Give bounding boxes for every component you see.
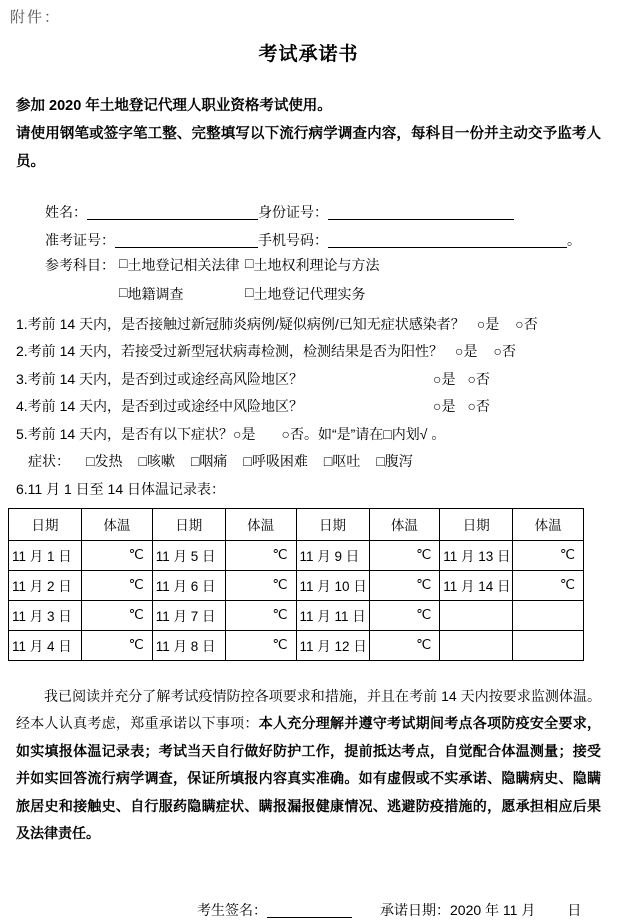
question-4-no-option[interactable]: ○否 xyxy=(467,398,490,415)
checkbox-icon: □ xyxy=(119,254,128,271)
temperature-input-cell[interactable]: ℃ xyxy=(82,570,153,600)
question-5-yes-option[interactable]: ○是 xyxy=(233,425,256,442)
date-cell: 11 月 1 日 xyxy=(9,540,82,570)
question-5-text: 5.考前 14 天内，是否有以下症状？ xyxy=(16,425,234,442)
question-6-text: 6.11 月 1 日至 14 日体温记录表： xyxy=(16,480,226,497)
symptom-checkbox-breathing-difficulty[interactable]: □呼吸困难 xyxy=(243,453,308,470)
table-header-temp: 体温 xyxy=(225,508,296,540)
symptom-checkbox-diarrhea[interactable]: □腹泻 xyxy=(376,453,413,470)
date-cell: 11 月 9 日 xyxy=(296,540,369,570)
temperature-input-cell[interactable]: ℃ xyxy=(513,570,584,600)
subjects-label: 参考科目： xyxy=(45,256,115,273)
candidate-signature-label: 考生签名： xyxy=(197,901,267,918)
date-cell: 11 月 3 日 xyxy=(9,600,82,630)
phone-period: 。 xyxy=(567,232,581,248)
page-title: 考试承诺书 xyxy=(258,44,359,65)
temperature-input-cell[interactable]: ℃ xyxy=(82,600,153,630)
admission-ticket-label: 准考证号： xyxy=(45,232,115,248)
admission-ticket-input-line[interactable] xyxy=(115,232,258,248)
name-label: 姓名： xyxy=(45,204,87,220)
date-cell: 11 月 2 日 xyxy=(9,570,82,600)
date-cell: 11 月 4 日 xyxy=(9,630,82,660)
empty-cell xyxy=(513,630,584,660)
question-4 xyxy=(16,393,601,421)
table-row xyxy=(9,600,584,630)
question-5 xyxy=(16,420,601,448)
question-5-suffix: 。如“是”请在□内划√ 。 xyxy=(303,425,446,442)
question-1-yes-option[interactable]: ○是 xyxy=(476,315,500,332)
question-3-yes-option[interactable]: ○是 xyxy=(433,370,456,387)
subjects-row-2 xyxy=(45,279,601,308)
question-3 xyxy=(16,365,601,393)
name-id-row xyxy=(45,194,601,222)
candidate-info-form xyxy=(45,194,601,308)
table-row xyxy=(9,540,584,570)
subject-option-agency-practice[interactable] xyxy=(245,284,365,304)
empty-cell xyxy=(513,600,584,630)
attachment-label: 附件： xyxy=(10,9,62,26)
checkbox-icon: □ xyxy=(245,254,254,271)
temperature-input-cell[interactable]: ℃ xyxy=(513,540,584,570)
declaration-normal-text: 我已阅读并充分了解考试疫情防控各项要求和措施，并且在考前 14 天内按要求监测体温。经本人认真考虑，郑重承诺以下事项： xyxy=(16,687,601,731)
phone-field-group xyxy=(258,230,581,250)
table-header-temp: 体温 xyxy=(82,508,153,540)
epidemiological-questions xyxy=(16,310,601,503)
date-cell: 11 月 6 日 xyxy=(152,570,225,600)
symptom-checkbox-cough[interactable]: □咳嗽 xyxy=(138,453,175,470)
temperature-input-cell[interactable]: ℃ xyxy=(82,540,153,570)
checkbox-icon: □ xyxy=(245,283,254,300)
intro-paragraphs xyxy=(16,92,601,176)
subject-option-cadastral-survey[interactable] xyxy=(119,284,245,304)
date-cell: 11 月 7 日 xyxy=(152,600,225,630)
id-field-group xyxy=(258,202,514,222)
empty-cell xyxy=(440,630,513,660)
symptom-checkbox-fever[interactable]: □发热 xyxy=(86,453,123,470)
temperature-input-cell[interactable]: ℃ xyxy=(225,540,296,570)
commitment-day-suffix: 日 xyxy=(567,901,582,918)
subject-option-land-rights-theory[interactable] xyxy=(245,255,379,275)
question-2 xyxy=(16,338,601,366)
temperature-input-cell[interactable]: ℃ xyxy=(225,570,296,600)
symptom-checkbox-sore-throat[interactable]: □咽痛 xyxy=(190,453,228,470)
question-2-yes-option[interactable]: ○是 xyxy=(455,343,478,360)
temperature-record-table xyxy=(8,508,584,661)
signature-row xyxy=(197,892,601,920)
phone-input-line[interactable] xyxy=(328,232,567,248)
signature-input-line[interactable] xyxy=(267,902,352,918)
subject-label: 土地权利理论与方法 xyxy=(253,256,380,273)
date-cell: 11 月 13 日 xyxy=(440,540,513,570)
question-5-no-option[interactable]: ○否 xyxy=(281,425,304,442)
declaration-bold-text: 本人充分理解并遵守考试期间考点各项防疫安全要求，如实填报体温记录表；考试当天自行做好防护工作，提前抵达考点，自觉配合体温测量；接受并如实回答流行病学调查，保证所填报内容真实准确。如有虚假或不实承诺、隐瞒病史、隐瞒旅居史和接触史、自行服药隐瞒症状、瞒报漏报健康情况、逃避防疫措施的，愿承担相应后果及法律责任。 xyxy=(16,715,602,841)
subject-label: 地籍调查 xyxy=(127,285,184,302)
id-number-label: 身份证号： xyxy=(258,204,328,220)
symptoms-row xyxy=(28,448,601,476)
question-2-text: 2.考前 14 天内，若接受过新型冠状病毒检测，检测结果是否为阳性？ xyxy=(16,343,444,360)
table-header-date: 日期 xyxy=(152,508,225,540)
date-cell: 11 月 11 日 xyxy=(296,600,369,630)
date-cell: 11 月 12 日 xyxy=(296,630,369,660)
intro-line-instructions: 请使用钢笔或签字笔工整、完整填写以下流行病学调查内容，每科目一份并主动交予监考人员。 xyxy=(16,126,601,170)
question-6 xyxy=(16,475,601,503)
id-number-input-line[interactable] xyxy=(328,204,514,220)
table-row xyxy=(9,630,584,660)
subject-label: 土地登记代理实务 xyxy=(253,285,366,302)
table-header-temp: 体温 xyxy=(369,508,440,540)
subject-option-land-registration-law[interactable] xyxy=(119,255,245,275)
temperature-input-cell[interactable]: ℃ xyxy=(225,600,296,630)
intro-line-usage: 参加 2020 年土地登记代理人职业资格考试使用。 xyxy=(16,98,332,114)
question-4-yes-option[interactable]: ○是 xyxy=(433,398,456,415)
temperature-input-cell[interactable]: ℃ xyxy=(369,630,440,660)
declaration-paragraph xyxy=(16,683,601,848)
temperature-input-cell[interactable]: ℃ xyxy=(369,570,440,600)
question-2-no-option[interactable]: ○否 xyxy=(493,343,516,360)
date-cell: 11 月 5 日 xyxy=(152,540,225,570)
table-header-date: 日期 xyxy=(9,508,82,540)
table-header-temp: 体温 xyxy=(513,508,584,540)
temperature-input-cell[interactable]: ℃ xyxy=(369,540,440,570)
question-1 xyxy=(16,310,601,338)
question-3-text: 3.考前 14 天内，是否到过或途经高风险地区？ xyxy=(16,370,304,387)
question-1-no-option[interactable]: ○否 xyxy=(515,315,538,332)
subject-label: 土地登记相关法律 xyxy=(127,256,240,273)
temperature-input-cell[interactable]: ℃ xyxy=(225,630,296,660)
date-cell: 11 月 8 日 xyxy=(152,630,225,660)
question-3-no-option[interactable]: ○否 xyxy=(467,370,490,387)
ticket-phone-row xyxy=(45,222,601,250)
table-header-date: 日期 xyxy=(440,508,513,540)
table-row xyxy=(9,570,584,600)
date-cell: 11 月 14 日 xyxy=(440,570,513,600)
commitment-date-label: 承诺日期：2020 年 11 月 xyxy=(380,901,536,918)
table-header-row xyxy=(9,508,584,540)
name-input-line[interactable] xyxy=(87,204,258,220)
temperature-input-cell[interactable]: ℃ xyxy=(82,630,153,660)
symptom-checkbox-vomiting[interactable]: □呕吐 xyxy=(323,453,361,470)
empty-cell xyxy=(440,600,513,630)
subjects-row-1 xyxy=(45,250,601,279)
ticket-field-group xyxy=(45,230,258,250)
temperature-input-cell[interactable]: ℃ xyxy=(369,600,440,630)
symptoms-label: 症状： xyxy=(28,453,70,470)
question-1-text: 1.考前 14 天内，是否接触过新冠肺炎病例/疑似病例/已知无症状感染者？ xyxy=(16,315,465,332)
question-4-text: 4.考前 14 天内，是否到过或途经中风险地区？ xyxy=(16,398,304,415)
name-field-group xyxy=(45,202,258,222)
checkbox-icon: □ xyxy=(119,283,128,300)
date-cell: 11 月 10 日 xyxy=(296,570,369,600)
phone-label: 手机号码： xyxy=(258,232,328,248)
table-header-date: 日期 xyxy=(296,508,369,540)
